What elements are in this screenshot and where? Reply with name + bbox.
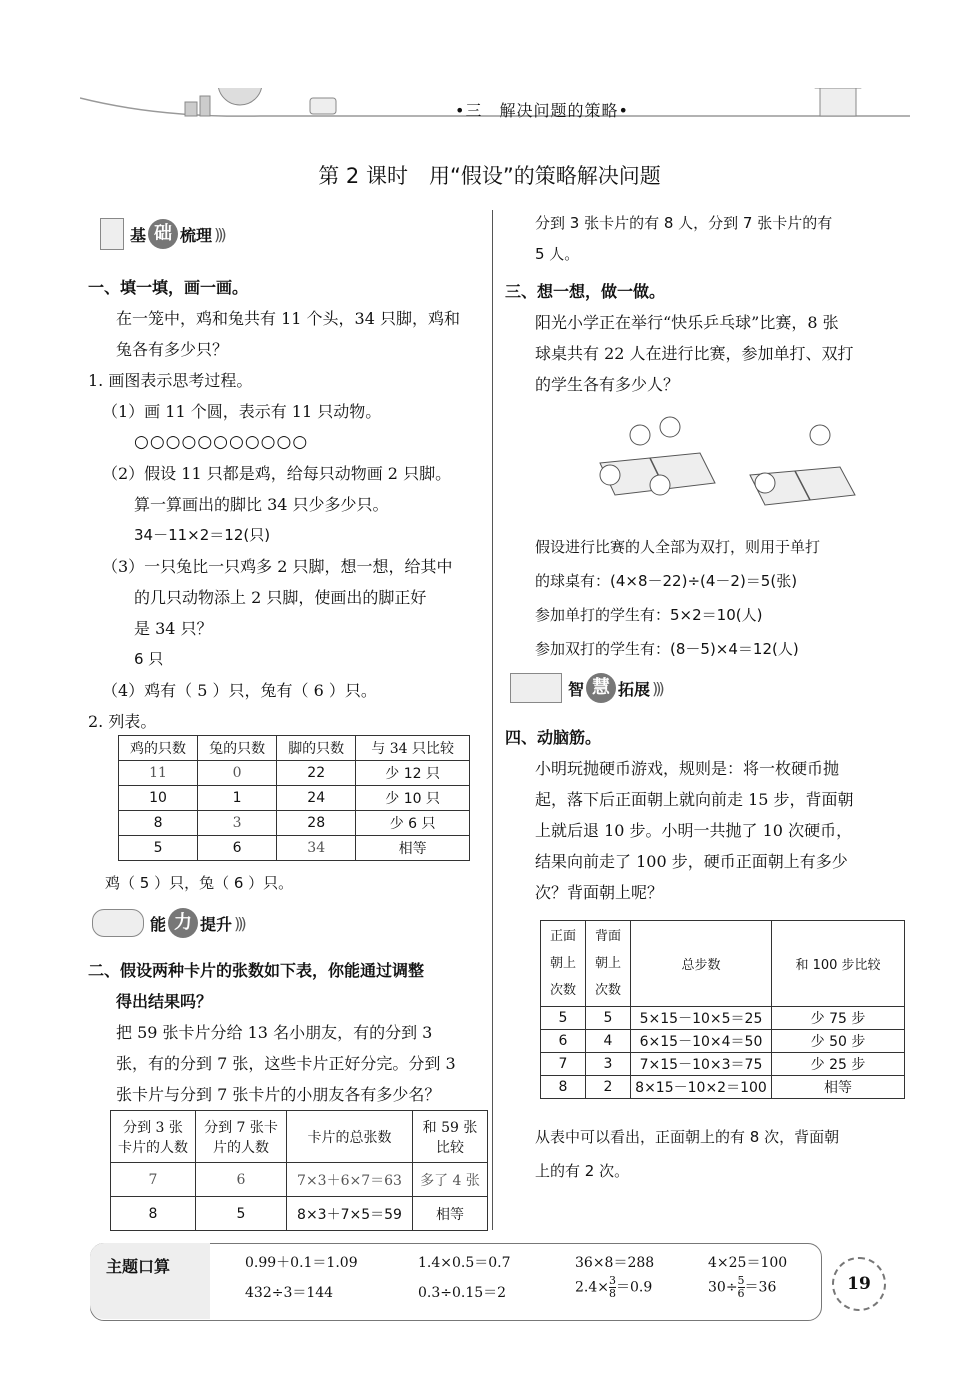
table-cell: 少 12 只 (356, 761, 470, 786)
table-cell: 11 (119, 761, 198, 786)
table-cell: 少 10 只 (356, 786, 470, 811)
s4-problem-l3: 上就后退 10 步。小明一共抛了 10 次硬币， (535, 821, 853, 840)
table-header: 背面 朝上 次数 (586, 921, 631, 1007)
s4-answer-l2: 上的有 2 次。 (535, 1162, 630, 1180)
calc-text: ＝36 (744, 1279, 777, 1296)
calc-item: 0.3÷0.15＝2 (418, 1285, 507, 1301)
calc-item: 0.99＋0.1＝1.09 (245, 1255, 358, 1271)
badge-text-c: 拓展 (618, 679, 651, 699)
s1-step2-answer: 34－11×2＝12(只) (134, 526, 271, 544)
table-cell: 8 (541, 1076, 586, 1099)
chicken-rabbit-table (118, 735, 470, 861)
badge-text-c: 梳理 (180, 225, 213, 245)
table-header: 总步数 (631, 921, 772, 1007)
calc-item-fraction (575, 1275, 652, 1300)
table-cell: 8 (111, 1197, 196, 1231)
s2-answer-l2: 5 人。 (535, 245, 580, 263)
s4-heading: 四、动脑筋。 (505, 728, 602, 747)
table-header: 兔的只数 (198, 736, 277, 761)
fraction-denominator: 8 (609, 1287, 616, 1300)
table-cell: 7 (541, 1053, 586, 1076)
badge-basic-icon (100, 218, 124, 250)
table-cell: 28 (277, 811, 356, 836)
table-cell: 少 6 只 (356, 811, 470, 836)
table-row (111, 1197, 488, 1231)
table-row (541, 1053, 905, 1076)
table-cell: 3 (198, 811, 277, 836)
table-cell: 少 75 步 (772, 1007, 905, 1030)
badge-basic (100, 218, 224, 250)
column-divider (492, 210, 493, 1230)
badge-ability-icon (92, 909, 144, 937)
calc-item: 4×25＝100 (708, 1255, 788, 1271)
s4-problem-l1: 小明玩抛硬币游戏，规则是：将一枚硬币抛 (535, 759, 840, 778)
badge-text-a: 智 (568, 679, 585, 699)
table-cell: 少 25 步 (772, 1053, 905, 1076)
calc-text: 2.4× (575, 1279, 609, 1296)
s1-step3-l1: （3）一只兔比一只鸡多 2 只脚，想一想，给其中 (102, 557, 453, 576)
ping-pong-illustration (590, 405, 890, 520)
table-cell: 24 (277, 786, 356, 811)
calc-item: 36×8＝288 (575, 1255, 655, 1271)
s2-problem-l3: 张卡片与分到 7 张卡片的小朋友各有多少名？ (116, 1085, 441, 1104)
s1-q1: 1. 画图表示思考过程。 (88, 371, 253, 390)
s1-heading: 一、填一填，画一画。 (88, 278, 249, 297)
fraction-numerator: 3 (609, 1274, 616, 1287)
s3-answer-l4: 参加双打的学生有：(8－5)×4＝12(人) (535, 640, 799, 658)
calc-text: 30÷ (708, 1279, 738, 1296)
table-row (111, 1163, 488, 1197)
table-row (541, 1076, 905, 1099)
table-row (119, 761, 470, 786)
section-1 (88, 272, 488, 737)
table-header: 和 59 张 比较 (413, 1111, 488, 1163)
table-cell: 7×15－10×3＝75 (631, 1053, 772, 1076)
s3-answer-l2: 的球桌有：(4×8－22)÷(4－2)＝5(张) (535, 572, 798, 590)
s1-step2-l2: 算一算画出的脚比 34 只少多少只。 (134, 495, 389, 514)
table-cell: 22 (277, 761, 356, 786)
table-header: 鸡的只数 (119, 736, 198, 761)
table-cell: 4 (586, 1030, 631, 1053)
table-cell: 相等 (413, 1197, 488, 1231)
table-cell: 10 (119, 786, 198, 811)
fraction-numerator: 5 (737, 1274, 745, 1287)
table-cell: 1 (198, 786, 277, 811)
s3-answer-l1: 假设进行比赛的人全部为双打，则用于单打 (535, 538, 821, 556)
badge-text-c: 提升 (200, 914, 233, 934)
badge-ring: ))) (234, 913, 244, 933)
s1-final-answer: 鸡（ 5 ）只，兔（ 6 ）只。 (105, 874, 294, 892)
section-3 (505, 276, 915, 400)
table-cell: 相等 (356, 836, 470, 861)
s2-answer (535, 208, 915, 270)
s1-step1: （1）画 11 个圆，表示有 11 只动物。 (102, 402, 382, 421)
s1-q2: 2. 列表。 (88, 712, 157, 731)
s1-step4: （4）鸡有（ 5 ）只，兔有（ 6 ）只。 (102, 681, 377, 700)
badge-text-a: 基 (130, 225, 147, 245)
table-cell: 多了 4 张 (413, 1163, 488, 1197)
table-header: 和 100 步比较 (772, 921, 905, 1007)
table-cell: 2 (586, 1076, 631, 1099)
s1-step3-l3: 是 34 只？ (134, 619, 213, 638)
s3-answer (535, 530, 915, 666)
s3-answer-l3: 参加单打的学生有：5×2＝10(人) (535, 606, 763, 624)
table-cell: 8×15－10×2＝100 (631, 1076, 772, 1099)
s4-answer-l1: 从表中可以看出，正面朝上的有 8 次，背面朝 (535, 1128, 840, 1146)
badge-wisdom (510, 673, 662, 703)
table-cell: 5 (119, 836, 198, 861)
s4-answer (535, 1120, 915, 1188)
table-cell: 3 (586, 1053, 631, 1076)
table-header: 分到 7 张卡 片的人数 (196, 1111, 287, 1163)
coin-table (540, 920, 905, 1099)
table-header: 脚的只数 (277, 736, 356, 761)
calc-item: 432÷3＝144 (245, 1285, 334, 1301)
s3-problem-l2: 球桌共有 22 人在进行比赛，参加单打、双打 (535, 344, 854, 363)
s4-problem-l2: 起，落下后正面朝上就向前走 15 步，背面朝 (535, 790, 854, 809)
s3-problem-l1: 阳光小学正在举行“快乐乒乓球”比赛，8 张 (535, 313, 839, 332)
s1-step2-l1: （2）假设 11 只都是鸡，给每只动物画 2 只脚。 (102, 464, 452, 483)
table-cell: 相等 (772, 1076, 905, 1099)
s1-problem-l1: 在一笼中，鸡和兔共有 11 个头，34 只脚，鸡和 (116, 309, 460, 328)
s2-answer-l1: 分到 3 张卡片的有 8 人，分到 7 张卡片的有 (535, 214, 833, 232)
s1-step3-l2: 的几只动物添上 2 只脚，使画出的脚正好 (134, 588, 427, 607)
table-cell: 5 (196, 1197, 287, 1231)
table-header: 分到 3 张 卡片的人数 (111, 1111, 196, 1163)
table-cell: 7 (111, 1163, 196, 1197)
fraction (609, 1275, 616, 1300)
s1-circles: ○○○○○○○○○○○ (134, 432, 309, 452)
table-cell: 34 (277, 836, 356, 861)
section-2 (88, 955, 488, 1110)
badge-ability (92, 908, 244, 938)
table-row (119, 811, 470, 836)
table-header: 与 34 只比较 (356, 736, 470, 761)
chapter-title: •三 解决问题的策略• (455, 101, 629, 120)
table-cell: 6 (198, 836, 277, 861)
s4-problem-l5: 次？背面朝上呢？ (535, 883, 664, 902)
table-cell: 0 (198, 761, 277, 786)
badge-wisdom-icon (510, 673, 562, 703)
card-table (110, 1110, 488, 1231)
table-cell: 6 (541, 1030, 586, 1053)
badge-ring: ))) (652, 678, 662, 698)
table-cell: 6 (196, 1163, 287, 1197)
table-cell: 7×3＋6×7＝63 (287, 1163, 413, 1197)
s3-heading: 三、想一想，做一做。 (505, 282, 666, 301)
s2-heading-l1: 二、假设两种卡片的张数如下表，你能通过调整 (88, 961, 425, 980)
table-cell: 6×15－10×4＝50 (631, 1030, 772, 1053)
calc-text: ＝0.9 (616, 1279, 653, 1296)
page-number: 19 (832, 1257, 886, 1311)
table-cell: 8×3＋7×5＝59 (287, 1197, 413, 1231)
table-header: 正面 朝上 次数 (541, 921, 586, 1007)
s2-problem-l2: 张，有的分到 7 张，这些卡片正好分完。分到 3 (116, 1054, 456, 1073)
s1-step3-answer: 6 只 (134, 650, 164, 668)
lesson-title: 第 2 课时 用“假设”的策略解决问题 (318, 164, 661, 188)
table-cell: 5×15－10×5＝25 (631, 1007, 772, 1030)
section-4 (505, 722, 915, 908)
badge-circle-char: 础 (148, 219, 178, 249)
table-row (541, 1007, 905, 1030)
table-cell: 少 50 步 (772, 1030, 905, 1053)
fraction-denominator: 6 (737, 1287, 745, 1300)
mental-math-label: 主题口算 (106, 1257, 171, 1276)
badge-circle-char: 力 (168, 908, 198, 938)
badge-circle-char: 慧 (586, 673, 616, 703)
table-row (541, 1030, 905, 1053)
s4-problem-l4: 结果向前走了 100 步，硬币正面朝上有多少 (535, 852, 848, 871)
calc-item: 1.4×0.5＝0.7 (418, 1255, 511, 1271)
table-cell: 8 (119, 811, 198, 836)
table-row (119, 836, 470, 861)
s2-heading-l2: 得出结果吗？ (116, 992, 213, 1011)
table-cell: 5 (541, 1007, 586, 1030)
s1-problem-l2: 兔各有多少只？ (116, 340, 229, 359)
table-cell: 5 (586, 1007, 631, 1030)
table-row (119, 786, 470, 811)
fraction (738, 1275, 745, 1300)
table-header: 卡片的总张数 (287, 1111, 413, 1163)
s2-problem-l1: 把 59 张卡片分给 13 名小朋友，有的分到 3 (116, 1023, 433, 1042)
calc-item-fraction (708, 1275, 776, 1300)
badge-ring: ))) (214, 224, 224, 244)
s3-problem-l3: 的学生各有多少人？ (535, 375, 680, 394)
badge-text-a: 能 (150, 914, 167, 934)
